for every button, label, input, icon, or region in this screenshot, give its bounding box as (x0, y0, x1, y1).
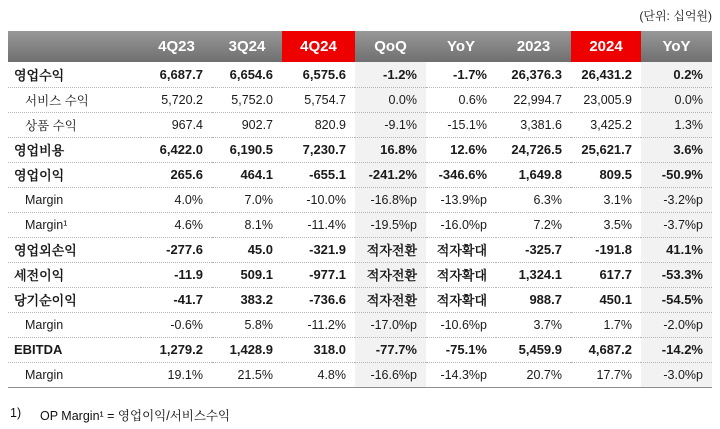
cell-value: 적자확대 (426, 262, 496, 287)
table-row (8, 337, 712, 362)
cell-value: 3,381.6 (496, 112, 571, 137)
cell-value: 5,720.2 (141, 87, 212, 112)
cell-value: -14.2% (641, 337, 712, 362)
cell-value: 6,687.7 (141, 62, 212, 87)
cell-value: -17.0%p (355, 312, 426, 337)
cell-value: -41.7 (141, 287, 212, 312)
cell-value: -11.9 (141, 262, 212, 287)
cell-value: 적자전환 (355, 262, 426, 287)
column-header-2023: 2023 (496, 31, 571, 62)
column-header-3Q24: 3Q24 (212, 31, 282, 62)
cell-value: -277.6 (141, 237, 212, 262)
cell-value: 3.6% (641, 137, 712, 162)
column-header-blank (8, 31, 141, 62)
table-row (8, 237, 712, 262)
column-header-4Q23: 4Q23 (141, 31, 212, 62)
table-row (8, 362, 712, 387)
footnote-marker: 1) (10, 406, 22, 420)
row-label: Margin (8, 312, 141, 337)
cell-value: 1.7% (571, 312, 641, 337)
cell-value: -10.6%p (426, 312, 496, 337)
cell-value: 41.1% (641, 237, 712, 262)
cell-value: -2.0%p (641, 312, 712, 337)
column-header-2024: 2024 (571, 31, 641, 62)
table-row (8, 312, 712, 337)
cell-value: 265.6 (141, 162, 212, 187)
cell-value: 1,279.2 (141, 337, 212, 362)
cell-value: 5.8% (212, 312, 282, 337)
cell-value: -13.9%p (426, 187, 496, 212)
cell-value: 45.0 (212, 237, 282, 262)
table-header (8, 31, 712, 62)
row-label: Margin¹ (8, 212, 141, 237)
cell-value: 16.8% (355, 137, 426, 162)
table-row (8, 87, 712, 112)
cell-value: 1,428.9 (212, 337, 282, 362)
cell-value: 967.4 (141, 112, 212, 137)
cell-value: -54.5% (641, 287, 712, 312)
table-row (8, 112, 712, 137)
cell-value: -16.8%p (355, 187, 426, 212)
cell-value: -50.9% (641, 162, 712, 187)
cell-value: -77.7% (355, 337, 426, 362)
column-header-4Q24: 4Q24 (282, 31, 355, 62)
cell-value: -321.9 (282, 237, 355, 262)
cell-value: -16.6%p (355, 362, 426, 387)
cell-value: 7,230.7 (282, 137, 355, 162)
footnote (10, 406, 230, 424)
cell-value: -241.2% (355, 162, 426, 187)
cell-value: 464.1 (212, 162, 282, 187)
cell-value: 0.2% (641, 62, 712, 87)
cell-value: 6.3% (496, 187, 571, 212)
cell-value: 적자전환 (355, 287, 426, 312)
cell-value: -977.1 (282, 262, 355, 287)
cell-value: 0.0% (355, 87, 426, 112)
cell-value: -1.2% (355, 62, 426, 87)
cell-value: -53.3% (641, 262, 712, 287)
column-header-QoQ: QoQ (355, 31, 426, 62)
row-label: 영업수익 (8, 62, 141, 87)
row-label: 서비스 수익 (8, 87, 141, 112)
row-label: 당기순이익 (8, 287, 141, 312)
cell-value: 12.6% (426, 137, 496, 162)
cell-value: 383.2 (212, 287, 282, 312)
cell-value: -16.0%p (426, 212, 496, 237)
cell-value: 4,687.2 (571, 337, 641, 362)
column-header-YoY: YoY (641, 31, 712, 62)
cell-value: 1,649.8 (496, 162, 571, 187)
table-row (8, 287, 712, 312)
cell-value: -191.8 (571, 237, 641, 262)
table-row (8, 212, 712, 237)
cell-value: -736.6 (282, 287, 355, 312)
cell-value: 19.1% (141, 362, 212, 387)
header-row (8, 31, 712, 62)
cell-value: -655.1 (282, 162, 355, 187)
row-label: 상품 수익 (8, 112, 141, 137)
cell-value: -19.5%p (355, 212, 426, 237)
row-label: 세전이익 (8, 262, 141, 287)
cell-value: 26,431.2 (571, 62, 641, 87)
cell-value: 1,324.1 (496, 262, 571, 287)
cell-value: -325.7 (496, 237, 571, 262)
cell-value: 3,425.2 (571, 112, 641, 137)
cell-value: 902.7 (212, 112, 282, 137)
column-header-YoY: YoY (426, 31, 496, 62)
cell-value: 4.0% (141, 187, 212, 212)
cell-value: -11.2% (282, 312, 355, 337)
cell-value: 8.1% (212, 212, 282, 237)
cell-value: 6,575.6 (282, 62, 355, 87)
table-row (8, 162, 712, 187)
cell-value: 적자확대 (426, 237, 496, 262)
cell-value: -15.1% (426, 112, 496, 137)
cell-value: 6,422.0 (141, 137, 212, 162)
row-label: 영업비용 (8, 137, 141, 162)
cell-value: 적자전환 (355, 237, 426, 262)
cell-value: 450.1 (571, 287, 641, 312)
cell-value: 21.5% (212, 362, 282, 387)
cell-value: 23,005.9 (571, 87, 641, 112)
table-row (8, 62, 712, 87)
cell-value: 7.0% (212, 187, 282, 212)
row-label: 영업외손익 (8, 237, 141, 262)
table-row (8, 262, 712, 287)
cell-value: 22,994.7 (496, 87, 571, 112)
row-label: Margin (8, 187, 141, 212)
footnote-text: OP Margin¹ = 영업이익/서비스수익 (40, 409, 231, 423)
financial-results-table (8, 31, 712, 388)
cell-value: 617.7 (571, 262, 641, 287)
cell-value: 820.9 (282, 112, 355, 137)
cell-value: 7.2% (496, 212, 571, 237)
cell-value: 988.7 (496, 287, 571, 312)
cell-value: 3.1% (571, 187, 641, 212)
cell-value: -14.3%p (426, 362, 496, 387)
cell-value: -3.2%p (641, 187, 712, 212)
cell-value: 24,726.5 (496, 137, 571, 162)
cell-value: 3.7% (496, 312, 571, 337)
cell-value: 25,621.7 (571, 137, 641, 162)
cell-value: 4.8% (282, 362, 355, 387)
cell-value: -11.4% (282, 212, 355, 237)
table-body (8, 62, 712, 387)
cell-value: 809.5 (571, 162, 641, 187)
row-label: Margin (8, 362, 141, 387)
row-label: EBITDA (8, 337, 141, 362)
cell-value: 6,190.5 (212, 137, 282, 162)
cell-value: -346.6% (426, 162, 496, 187)
cell-value: 0.6% (426, 87, 496, 112)
cell-value: -10.0% (282, 187, 355, 212)
cell-value: 4.6% (141, 212, 212, 237)
cell-value: 5,459.9 (496, 337, 571, 362)
cell-value: -0.6% (141, 312, 212, 337)
cell-value: 6,654.6 (212, 62, 282, 87)
cell-value: 5,754.7 (282, 87, 355, 112)
cell-value: -75.1% (426, 337, 496, 362)
cell-value: -9.1% (355, 112, 426, 137)
table-row (8, 137, 712, 162)
row-label: 영업이익 (8, 162, 141, 187)
cell-value: 509.1 (212, 262, 282, 287)
cell-value: 318.0 (282, 337, 355, 362)
cell-value: 20.7% (496, 362, 571, 387)
cell-value: -3.0%p (641, 362, 712, 387)
cell-value: 3.5% (571, 212, 641, 237)
cell-value: -1.7% (426, 62, 496, 87)
cell-value: 적자확대 (426, 287, 496, 312)
cell-value: 0.0% (641, 87, 712, 112)
cell-value: 5,752.0 (212, 87, 282, 112)
unit-label: (단위: 십억원) (639, 9, 712, 23)
cell-value: 26,376.3 (496, 62, 571, 87)
cell-value: 17.7% (571, 362, 641, 387)
cell-value: 1.3% (641, 112, 712, 137)
table-row (8, 187, 712, 212)
cell-value: -3.7%p (641, 212, 712, 237)
